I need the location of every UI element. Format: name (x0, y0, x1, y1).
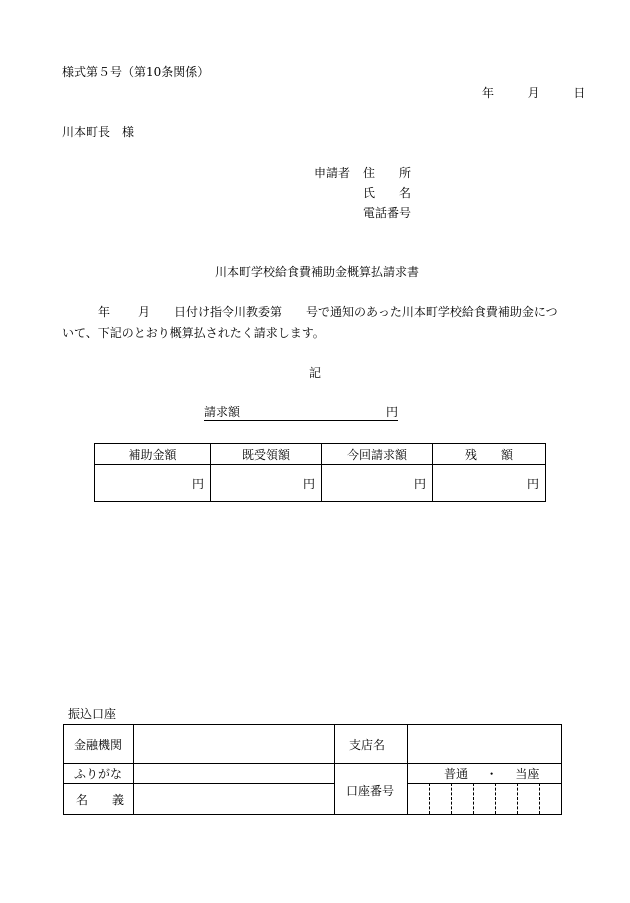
branch-label: 支店名 (349, 738, 386, 752)
body-line-1 (62, 306, 582, 318)
header-current-claim: 今回請求額 (322, 444, 433, 465)
addressee: 川本町長 様 (62, 125, 135, 139)
value-received: 円 (211, 465, 322, 502)
body-text-1: 日付け指令川教委第 号で通知のあった川本町学校給食費補助金につ (174, 305, 558, 319)
header-balance: 残 額 (433, 444, 546, 465)
value-balance: 円 (433, 465, 546, 502)
bank-table (63, 724, 562, 815)
claim-amount (204, 406, 398, 421)
institution-label: 金融機関 (74, 738, 123, 752)
summary-header-row (95, 444, 546, 465)
body-year: 年 (98, 305, 111, 319)
account-number-label: 口座番号 (346, 784, 395, 798)
date-year: 年 (482, 86, 495, 100)
date-line (482, 87, 585, 99)
header-received: 既受領額 (211, 444, 322, 465)
holder-label: 名 義 (76, 793, 125, 807)
ki-label: 記 (309, 366, 322, 380)
account-type-ordinary: 普通 (444, 767, 469, 781)
claim-label: 請求額 (204, 405, 241, 419)
date-day: 日 (573, 86, 586, 100)
date-month: 月 (527, 86, 540, 100)
account-type-separator: ・ (485, 767, 498, 781)
account-type (444, 768, 539, 780)
summary-table (94, 443, 546, 502)
value-current-claim: 円 (322, 465, 433, 502)
form-number: 様式第５号（第10条関係） (62, 65, 210, 79)
applicant-phone-label: 電話番号 (363, 206, 412, 220)
value-subsidy: 円 (95, 465, 211, 502)
applicant-label: 申請者 (314, 166, 351, 180)
body-line-2: いて、下記のとおり概算払されたく請求します。 (62, 326, 325, 340)
applicant-name-label: 氏 名 (363, 186, 412, 200)
applicant-address-label: 住 所 (363, 166, 412, 180)
account-type-current: 当座 (515, 767, 540, 781)
document-title: 川本町学校給食費補助金概算払請求書 (215, 265, 420, 279)
bank-section-title: 振込口座 (68, 707, 117, 721)
claim-unit: 円 (385, 405, 398, 419)
furigana-label: ふりがな (74, 767, 123, 781)
body-month: 月 (138, 305, 151, 319)
summary-value-row (95, 465, 546, 502)
header-subsidy: 補助金額 (95, 444, 211, 465)
